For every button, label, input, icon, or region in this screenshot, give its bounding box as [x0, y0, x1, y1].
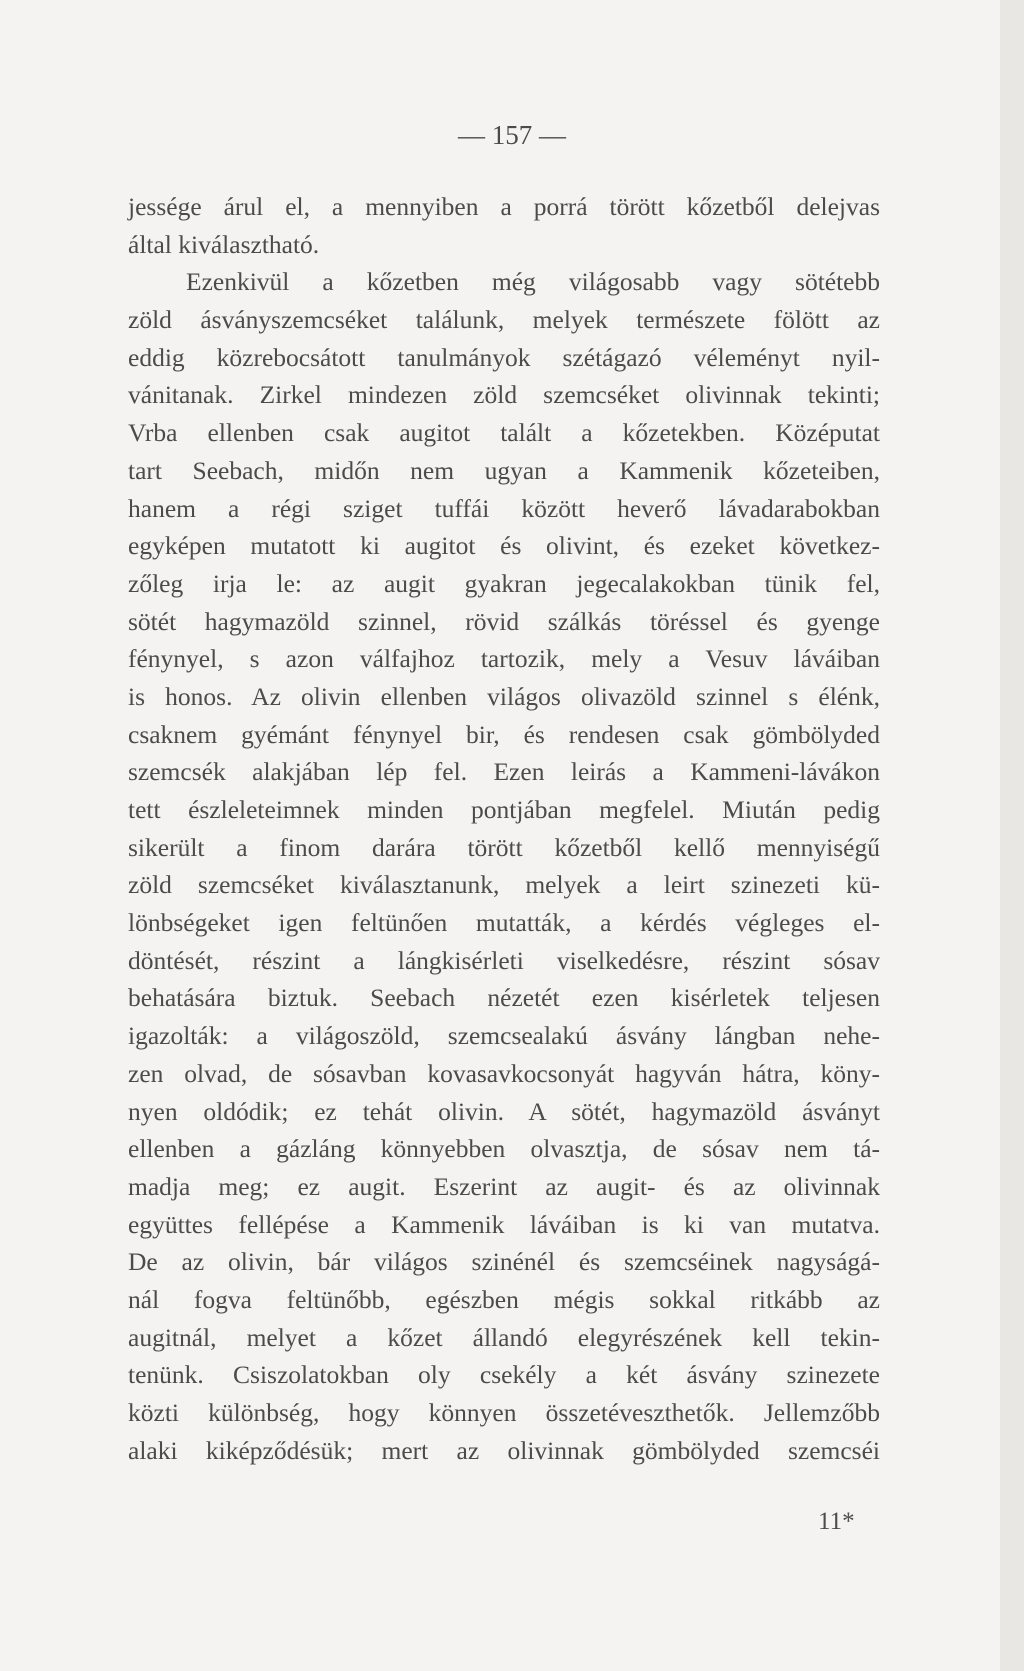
signature-mark: 11*: [818, 1508, 855, 1535]
text-line: nyen oldódik; ez tehát olivin. A sötét, hagymazöld ásványt: [128, 1096, 880, 1126]
text-line: vánitanak. Zirkel mindezen zöld szemcséket olivinnak tekinti;: [128, 380, 880, 410]
text-line: hanem a régi sziget tuffái között heverő lávadarabokban: [128, 493, 880, 523]
text-line: szemcsék alakjában lép fel. Ezen leirás a Kammeni-lávákon: [128, 757, 880, 787]
text-line: közti különbség, hogy könnyen összetéveszthetők. Jellemzőbb: [128, 1398, 880, 1427]
text-line: fénynyel, s azon válfajhoz tartozik, mely a Vesuv láváiban: [128, 644, 880, 674]
text-line: igazolták: a világoszöld, szemcsealakú ásvány lángban nehe-: [128, 1021, 880, 1051]
text-line: zen olvad, de sósavban kovasavkocsonyát hagyván hátra, köny-: [128, 1058, 880, 1088]
text-line: alaki kiképződésük; mert az olivinnak gömbölyded szemcséi: [128, 1435, 880, 1465]
text-line: is honos. Az olivin ellenben világos olivazöld szinnel s élénk,: [128, 681, 880, 711]
text-line: által kiválasztható.: [128, 229, 320, 259]
text-line: zöld szemcséket kiválasztanunk, melyek a leirt szinezeti kü-: [128, 870, 880, 900]
body-text: [128, 188, 880, 1469]
text-line: eddig közrebocsátott tanulmányok szétágazó véleményt nyil-: [128, 342, 880, 372]
text-line: zőleg irja le: az augit gyakran jegecalakokban tünik fel,: [128, 568, 880, 598]
text-line: ellenben a gázláng könnyebben olvasztja, de sósav nem tá-: [128, 1134, 880, 1164]
text-line: tart Seebach, midőn nem ugyan a Kammenik kőzeteiben,: [128, 455, 880, 485]
text-line: tenünk. Csiszolatokban oly csekély a két ásvány szinezete: [128, 1360, 880, 1390]
page-edge: [1000, 0, 1024, 1671]
text-line: tett észleleteimnek minden pontjában megfelel. Miután pedig: [128, 795, 880, 824]
text-line: egyképen mutatott ki augitot és olivint, és ezeket következ-: [128, 531, 880, 561]
text-line: zöld ásványszemcséket találunk, melyek természete fölött az: [128, 305, 880, 335]
text-line: behatására biztuk. Seebach nézetét ezen kisérletek teljesen: [128, 983, 880, 1013]
text-line: lönbségeket igen feltünően mutatták, a kérdés végleges el-: [128, 908, 880, 938]
text-line: jessége árul el, a mennyiben a porrá törött kőzetből delejvas: [128, 192, 880, 221]
text-line: augitnál, melyet a kőzet állandó elegyrészének kell tekin-: [128, 1322, 880, 1352]
text-line: Ezenkivül a kőzetben még világosabb vagy sötétebb: [186, 267, 880, 297]
text-line: együttes fellépése a Kammenik láváiban is ki van mutatva.: [128, 1209, 880, 1239]
text-line: Vrba ellenben csak augitot talált a kőzetekben. Középutat: [128, 418, 880, 448]
text-line: csaknem gyémánt fénynyel bir, és rendesen csak gömbölyded: [128, 719, 880, 749]
page-number: — 157 —: [458, 120, 566, 150]
text-line: sikerült a finom darára törött kőzetből kellő mennyiségű: [128, 832, 880, 862]
text-line: De az olivin, bár világos szinénél és szemcséinek nagyságá-: [128, 1247, 880, 1277]
text-line: nál fogva feltünőbb, egészben mégis sokkal ritkább az: [128, 1284, 880, 1314]
text-line: sötét hagymazöld szinnel, rövid szálkás töréssel és gyenge: [128, 606, 880, 636]
text-line: döntését, részint a lángkisérleti viselkedésre, részint sósav: [128, 945, 880, 975]
text-line: madja meg; ez augit. Eszerint az augit- és az olivinnak: [128, 1171, 880, 1201]
